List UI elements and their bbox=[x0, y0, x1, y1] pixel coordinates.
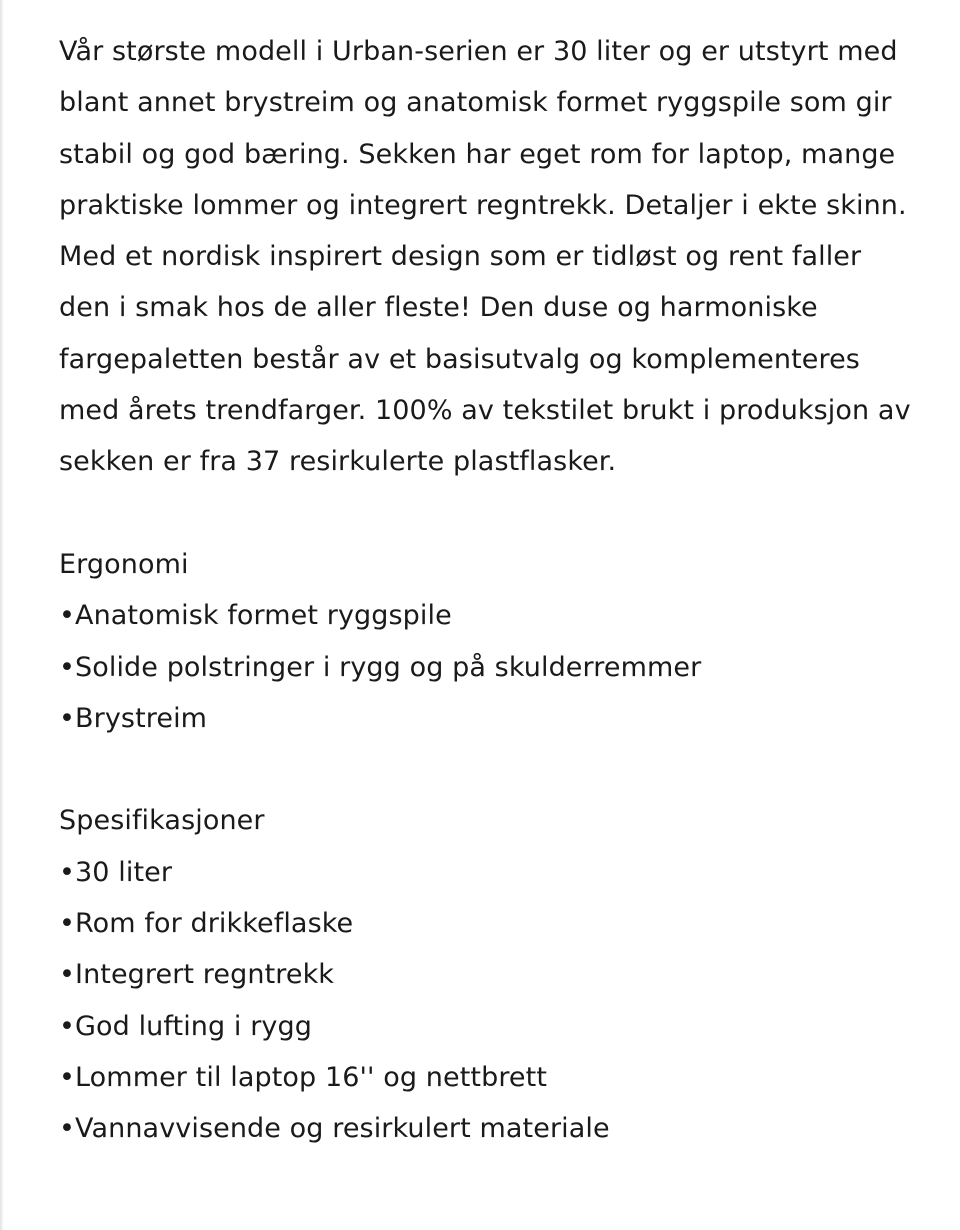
bullet-icon: • bbox=[59, 1010, 76, 1042]
product-description-content bbox=[59, 26, 919, 1155]
list-item bbox=[59, 898, 919, 949]
specifications-title: Spesifikasjoner bbox=[59, 805, 265, 837]
bullet-icon: • bbox=[59, 651, 76, 683]
bullet-icon: • bbox=[59, 702, 76, 734]
list-item bbox=[59, 847, 919, 898]
list-item-text: Rom for drikkeflaske bbox=[75, 908, 354, 940]
bullet-icon: • bbox=[59, 908, 76, 940]
list-item-text: Anatomisk formet ryggspile bbox=[75, 600, 452, 632]
list-item bbox=[59, 949, 919, 1000]
ergonomics-section bbox=[59, 539, 919, 744]
list-item-text: Vannavvisende og resirkulert materiale bbox=[75, 1113, 610, 1145]
page-left-edge bbox=[0, 0, 3, 1230]
list-item bbox=[59, 1103, 919, 1154]
bullet-icon: • bbox=[59, 1061, 76, 1093]
list-item-text: Lommer til laptop 16'' og nettbrett bbox=[75, 1061, 548, 1093]
product-description: Vår største modell i Urban-serien er 30 liter og er utstyrt med blant annet brystreim og anatomisk formet ryggspile som gir stabil og god bæring. Sekken har eget rom for laptop, mange praktiske lommer og integrert regntrekk. Detaljer i ekte skinn. Med et nordisk inspirert design som er tidløst og rent faller den i smak hos de aller fleste! Den duse og harmoniske fargepaletten består av et basisutvalg og komplementeres med årets trendfarger. 100% av tekstilet brukt i produksjon av sekken er fra 37 resirkulerte plastflasker. bbox=[59, 36, 911, 478]
ergonomics-list bbox=[59, 590, 919, 744]
list-item-text: God lufting i rygg bbox=[75, 1010, 312, 1042]
specifications-section bbox=[59, 795, 919, 1154]
list-item bbox=[59, 590, 919, 641]
bullet-icon: • bbox=[59, 959, 76, 991]
section-spacer bbox=[59, 488, 919, 539]
list-item bbox=[59, 1052, 919, 1103]
list-item-text: Brystreim bbox=[75, 702, 208, 734]
list-item-text: 30 liter bbox=[75, 856, 173, 888]
bullet-icon: • bbox=[59, 1113, 76, 1145]
bullet-icon: • bbox=[59, 600, 76, 632]
list-item bbox=[59, 1001, 919, 1052]
list-item-text: Solide polstringer i rygg og på skulderremmer bbox=[75, 651, 702, 683]
specifications-list bbox=[59, 847, 919, 1155]
section-spacer bbox=[59, 744, 919, 795]
list-item-text: Integrert regntrekk bbox=[75, 959, 335, 991]
ergonomics-title: Ergonomi bbox=[59, 548, 189, 580]
list-item bbox=[59, 642, 919, 693]
bullet-icon: • bbox=[59, 856, 76, 888]
list-item bbox=[59, 693, 919, 744]
